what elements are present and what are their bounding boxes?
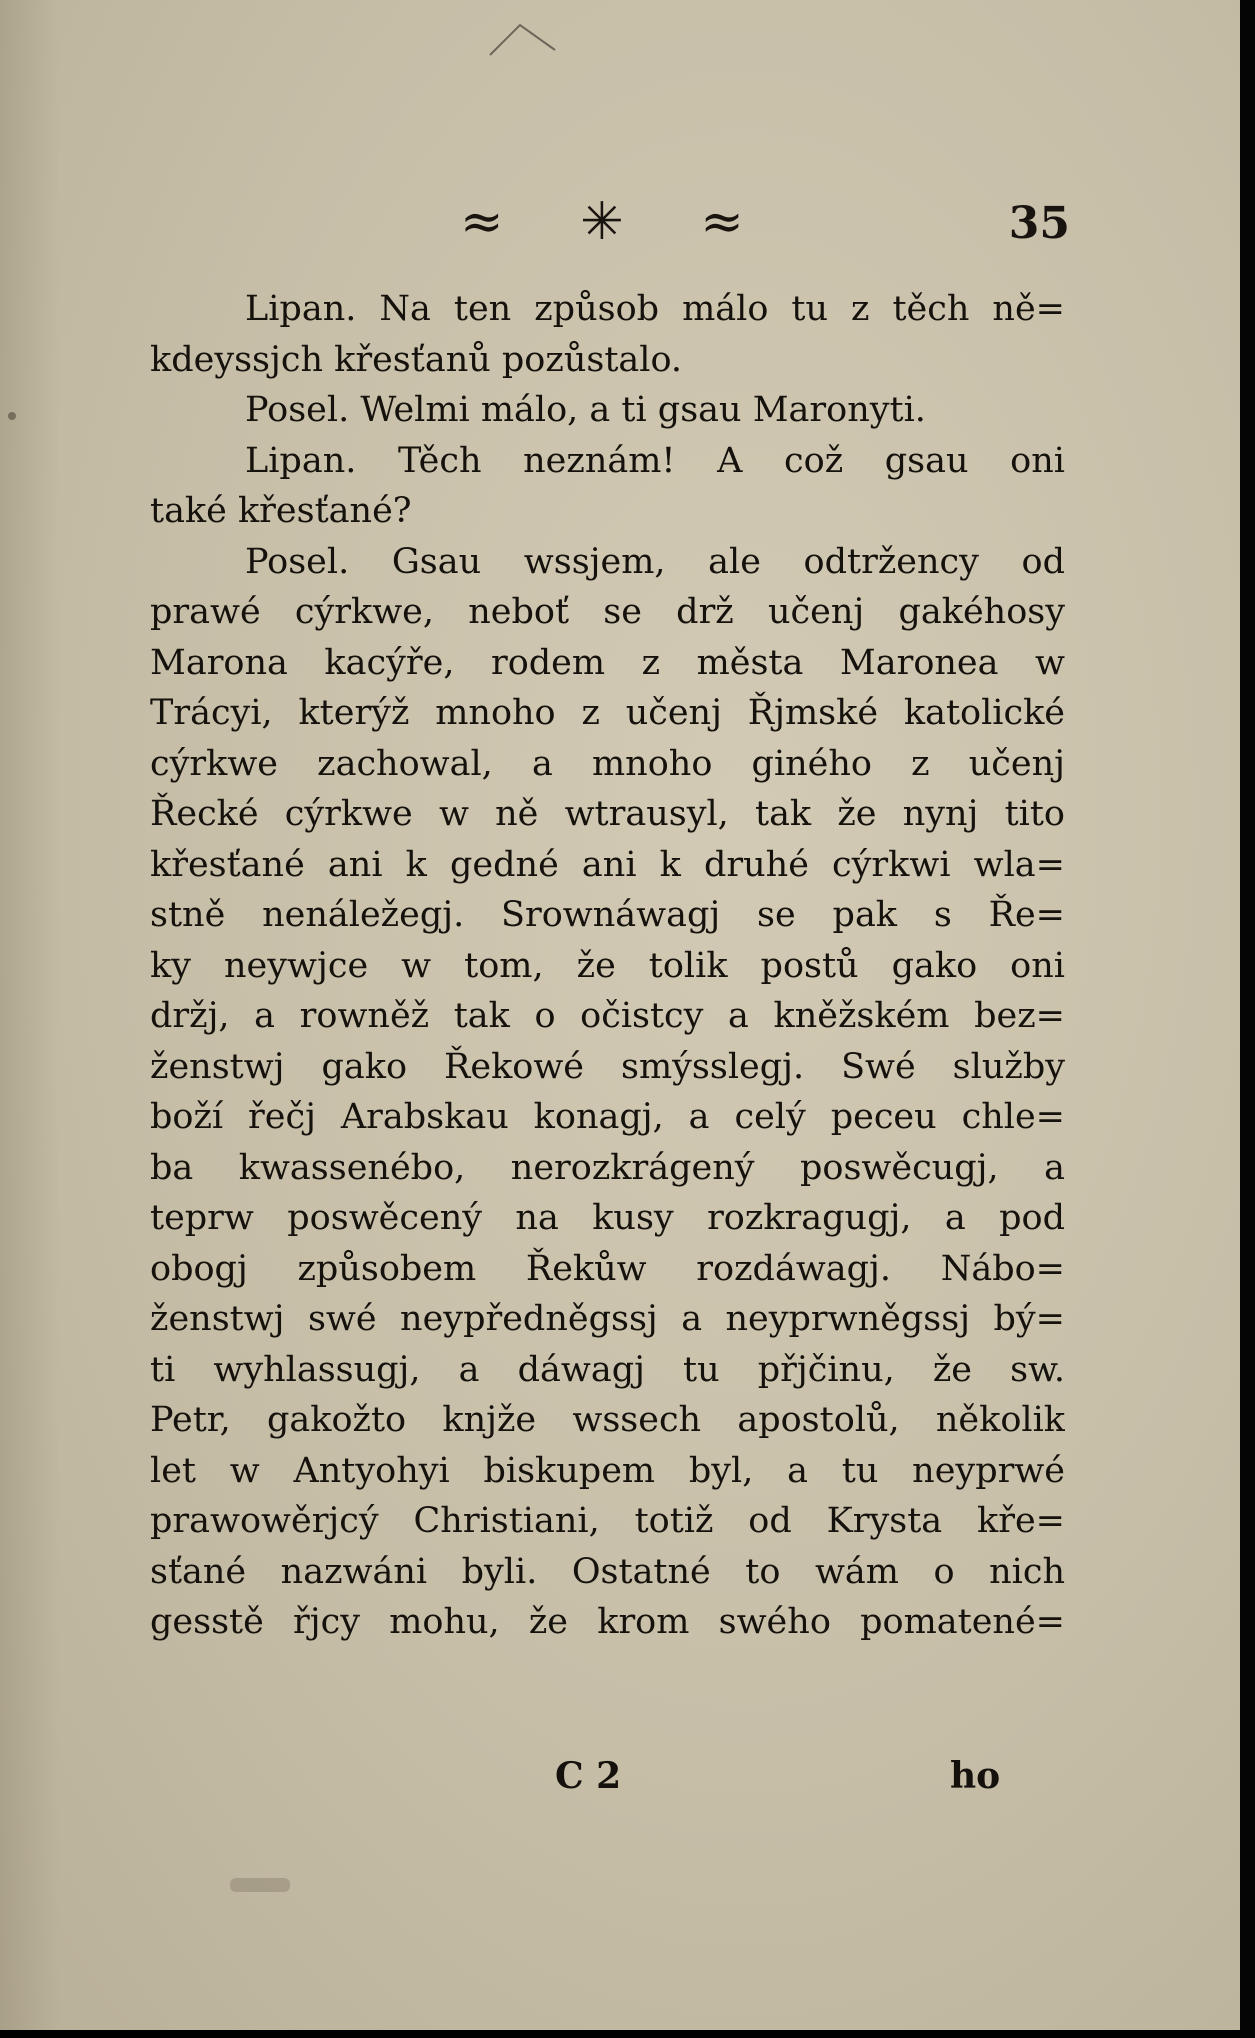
text-line: Řecké cýrkwe w ně wtrausyl, tak že nynj tito [150,794,1065,834]
ink-smudge [230,1878,290,1892]
text-line: Posel. Welmi málo, a ti gsau Maronyti. [245,390,926,430]
page-fold-mark [485,20,565,60]
text-line: ženstwj gako Řekowé smýsslegj. Swé služby [150,1046,1065,1087]
text-line: ženstwj swé neypředněgssj a neyprwněgssj bý= [150,1299,1065,1339]
page-footer [150,1755,1065,1815]
scan-edge [1240,0,1255,2038]
page-number: 35 [1008,198,1070,249]
text-line: cýrkwe zachowal, a mnoho giného z učenj [150,743,1065,784]
text-line: gesstě řjcy mohu, že krom swého pomatené= [150,1602,1065,1642]
text-line: křesťané ani k gedné ani k druhé cýrkwi wla= [150,844,1065,885]
text-line: boží řečj Arabskau konagj, a celý peceu chle= [150,1097,1065,1137]
text-line: obogj způsobem Řekůw rozdáwagj. Nábo= [150,1248,1065,1289]
text-line: stně nenáležegj. Srownáwagj se pak s Ře= [150,895,1065,935]
text-line: prawé cýrkwe, neboť se drž učenj gakéhosy [150,592,1065,632]
text-line: ti wyhlassugj, a dáwagj tu přjčinu, že sw. [150,1349,1065,1390]
text-line: Trácyi, kterýž mnoho z učenj Řjmské katolické [150,693,1065,733]
text-line: držj, a rowněž tak o očistcy a kněžském bez= [150,996,1065,1036]
text-line: ky neywjce w tom, že tolik postů gako oni [150,945,1065,986]
page-header [150,182,1070,262]
text-line: let w Antyohyi biskupem byl, a tu neyprwé [150,1450,1065,1491]
text-line: ba kwassenébo, nerozkrágený poswěcugj, a [150,1147,1065,1188]
header-ornament: ≈ ✳ ≈ [460,192,774,252]
text-line: Posel. Gsau wssjem, ale odtržency od [245,541,1065,582]
text-line: sťané nazwáni byli. Ostatné to wám o nich [150,1551,1065,1592]
text-line: teprw poswěcený na kusy rozkragugj, a pod [150,1198,1065,1238]
text-line: také křesťané? [150,491,412,531]
text-line: Marona kacýře, rodem z města Maronea w [150,642,1065,683]
body-text [150,284,1065,1648]
text-line: Lipan. Těch neznám! A což gsau oni [245,440,1065,481]
text-line: kdeyssjch křesťanů pozůstalo. [150,339,683,380]
text-line: Lipan. Na ten způsob málo tu z těch ně= [245,289,1065,329]
ink-spot [8,412,16,420]
text-line: Petr, gakožto knjže wssech apostolů, několik [150,1400,1065,1440]
signature-mark: C 2 [555,1755,622,1797]
catchword: ho [950,1755,1001,1797]
text-line: prawowěrjcý Christiani, totiž od Krysta kře= [150,1501,1065,1541]
